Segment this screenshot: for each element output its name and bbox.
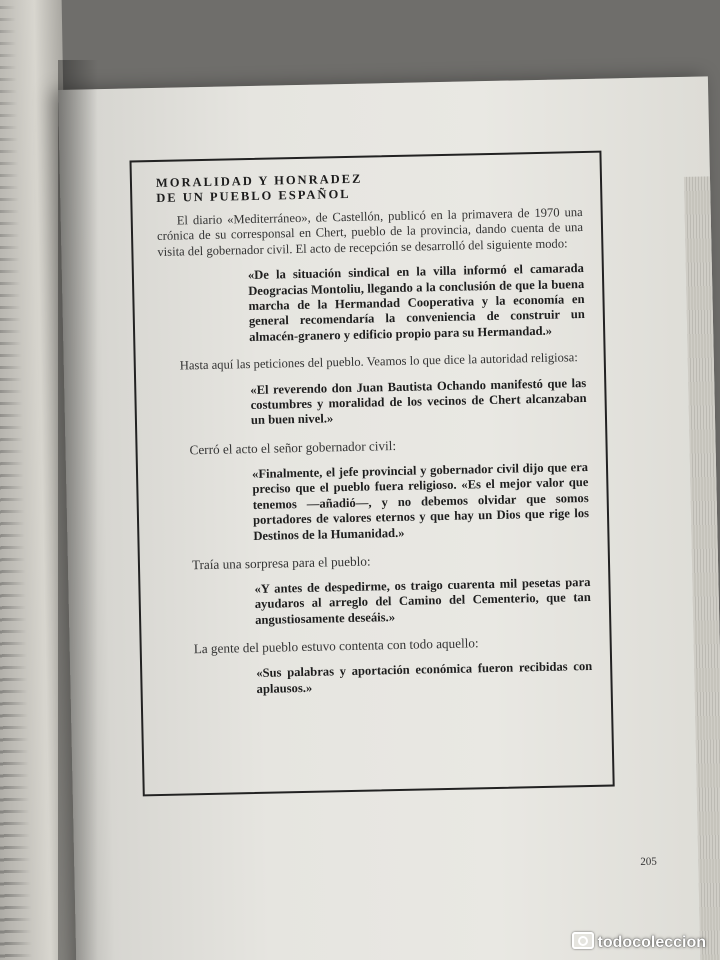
paragraph-contenta: La gente del pueblo estuvo contenta con todo aquello: xyxy=(193,635,479,657)
intro-paragraph: El diario «Mediterráneo», de Castellón, publicó en la primavera de 1970 una crónica de su corresponsal en Chert, pueblo de la provincia, dando cuenta de una visita del gobernador civil. El acto de recepción se desarrolló del siguiente modo: xyxy=(156,205,584,259)
quote-gobernador: «Finalmente, el jefe provincial y gobernador civil dijo que era preciso que el pueblo fuera religioso. «Es el mejor valor que tenemos —añadió—, y no debemos olvidar que somos portadores de valores eternos y que hay un Dios que rige los Destinos de la Humanidad.» xyxy=(251,459,590,543)
quote-aplausos: «Sus palabras y aportación económica fueron recibidas con aplausos.» xyxy=(256,659,593,696)
left-page-text xyxy=(0,0,33,960)
watermark xyxy=(572,932,706,952)
paragraph-sorpresa: Traía una sorpresa para el pueblo: xyxy=(191,553,371,573)
paragraph-peticiones: Hasta aquí las peticiones del pueblo. Veamos lo que dice la autoridad religiosa: xyxy=(179,350,578,373)
page-edges xyxy=(684,176,720,960)
title-line-2: DE UN PUEBLO ESPAÑOL xyxy=(156,186,351,205)
book-page xyxy=(58,76,720,960)
paragraph-cerro: Cerró el acto el señor gobernador civil: xyxy=(189,437,397,458)
quote-sindical: «De la situación sindical en la villa informó el camarada Deogracias Montoliu, llegando a la conclusión de que la buena marcha de la Hermandad Cooperativa y la economía en general recomendaría la conveniencia de construir un almacén-granero y edificio propio para su Hermandad.» xyxy=(247,261,585,344)
quote-reverendo: «El reverendo don Juan Bautista Ochando manifestó que las costumbres y moralidad de los vecinos de Chert alcanzaban un buen nivel.» xyxy=(250,375,587,428)
page-number: 205 xyxy=(640,855,657,868)
watermark-text: todocoleccion xyxy=(597,934,706,951)
camera-icon xyxy=(572,932,594,949)
spine-shadow xyxy=(58,60,98,960)
article-box xyxy=(129,151,614,797)
title-line-1: MORALIDAD Y HONRADEZ xyxy=(155,171,363,190)
quote-pesetas: «Y antes de despedirme, os traigo cuarenta mil pesetas para ayudaros al arreglo del Camino del Cementerio, que tan angustiosamente deseáis.» xyxy=(254,574,591,627)
article-title xyxy=(156,167,583,206)
